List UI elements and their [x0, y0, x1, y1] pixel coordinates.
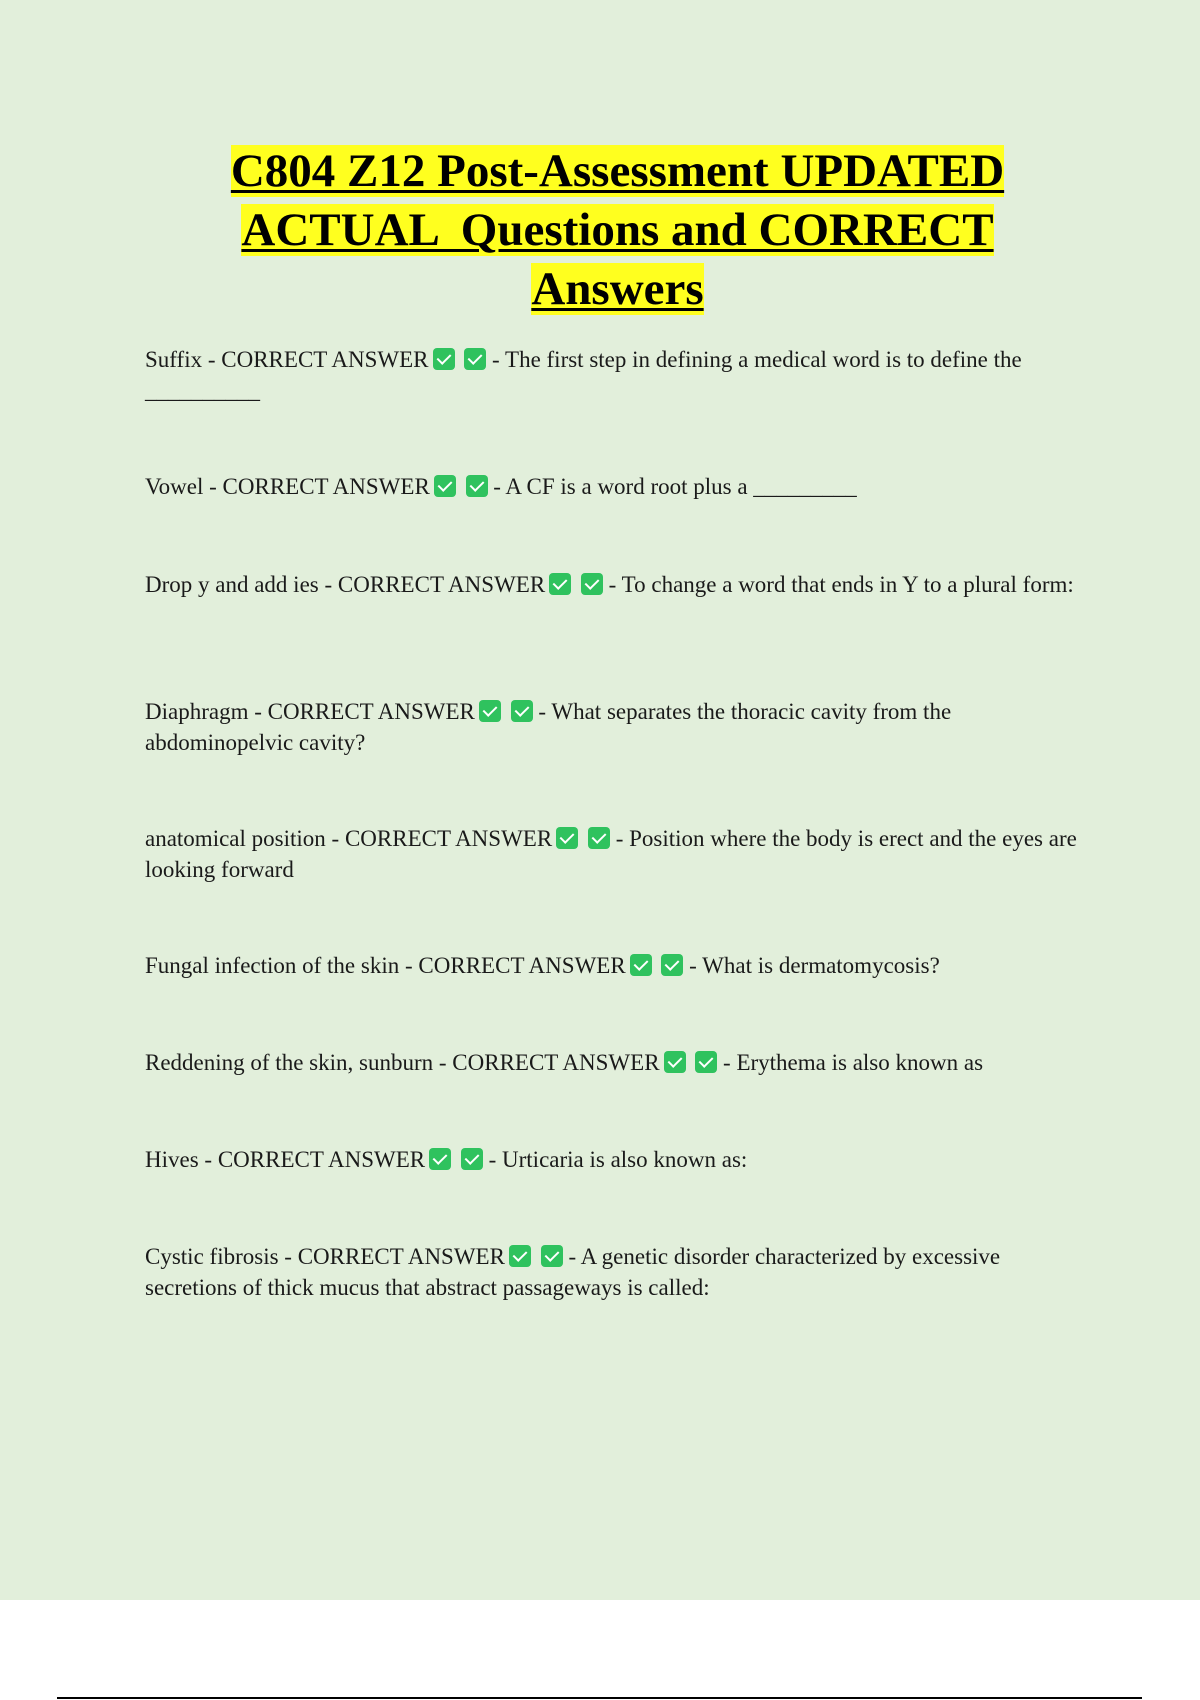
correct-answer-label: CORRECT ANSWER [452, 1050, 660, 1075]
green-checkmark-icon [630, 954, 652, 976]
green-checkmark-icon [433, 348, 455, 370]
question-text: Erythema is also known as [736, 1050, 984, 1075]
correct-answer-label: CORRECT ANSWER [222, 474, 430, 499]
correct-answer-label: CORRECT ANSWER [217, 1147, 426, 1172]
title-line-3: Answers [531, 263, 704, 315]
title-line-1: C804 Z12 Post-Assessment UPDATED [230, 145, 1005, 197]
correct-answer-label: CORRECT ANSWER [337, 572, 546, 597]
document-title [150, 142, 1085, 319]
green-checkmark-icon [695, 1051, 717, 1073]
correct-answer-label: CORRECT ANSWER [297, 1244, 505, 1269]
green-checkmark-icon [461, 1148, 483, 1170]
answer-text: Cystic fibrosis [145, 1244, 279, 1269]
green-checkmark-icon [466, 475, 488, 497]
answer-text: Suffix [145, 347, 203, 372]
green-checkmark-icon [541, 1245, 563, 1267]
green-checkmark-icon [664, 1051, 686, 1073]
green-checkmark-icon [429, 1148, 451, 1170]
correct-answer-label: CORRECT ANSWER [267, 699, 475, 724]
qa-item: Vowel - CORRECT ANSWER - A CF is a word root plus a _________ [145, 474, 857, 499]
correct-answer-label: CORRECT ANSWER [221, 347, 429, 372]
question-text: A CF is a word root plus a _________ [505, 474, 857, 499]
question-text: A genetic disorder characterized by excessive secretions of thick mucus that abstract passageways is called: [145, 1244, 1001, 1300]
answer-text: Hives [145, 1147, 199, 1172]
green-checkmark-icon [479, 700, 501, 722]
qa-item: Cystic fibrosis - CORRECT ANSWER - A genetic disorder characterized by excessive secretions of thick mucus that abstract passageways is called: [145, 1244, 1001, 1300]
correct-answer-label: CORRECT ANSWER [344, 826, 553, 851]
green-checkmark-icon [588, 827, 610, 849]
correct-answer-label: CORRECT ANSWER [418, 953, 626, 978]
green-checkmark-icon [509, 1245, 531, 1267]
question-text: To change a word that ends in Y to a plural form: [621, 572, 1074, 597]
question-text: The first step in defining a medical word is to define the __________ [145, 347, 1022, 403]
qa-item: Hives - CORRECT ANSWER - Urticaria is also known as: [145, 1147, 748, 1172]
footer-divider [57, 1697, 1142, 1699]
green-checkmark-icon [434, 475, 456, 497]
answer-text: anatomical position [145, 826, 326, 851]
answer-text: Diaphragm [145, 699, 249, 724]
qa-item: Drop y and add ies - CORRECT ANSWER - To change a word that ends in Y to a plural form: [145, 572, 1074, 597]
answer-text: Vowel [145, 474, 204, 499]
green-checkmark-icon [556, 827, 578, 849]
qa-item: Suffix - CORRECT ANSWER - The first step in defining a medical word is to define the __________ [145, 347, 1022, 403]
qa-item: Fungal infection of the skin - CORRECT ANSWER - What is dermatomycosis? [145, 953, 940, 978]
green-checkmark-icon [511, 700, 533, 722]
green-checkmark-icon [661, 954, 683, 976]
question-text: Urticaria is also known as: [502, 1147, 748, 1172]
qa-item: anatomical position - CORRECT ANSWER - Position where the body is erect and the eyes are looking forward [145, 826, 1077, 882]
green-checkmark-icon [581, 573, 603, 595]
green-checkmark-icon [549, 573, 571, 595]
question-text: What is dermatomycosis? [702, 953, 940, 978]
answer-text: Reddening of the skin, sunburn [145, 1050, 434, 1075]
green-checkmark-icon [464, 348, 486, 370]
question-text: What separates the thoracic cavity from the abdominopelvic cavity? [145, 699, 952, 755]
title-line-2: ACTUAL Questions and CORRECT [241, 204, 994, 256]
question-text: Position where the body is erect and the eyes are looking forward [145, 826, 1077, 882]
answer-text: Drop y and add ies [145, 572, 319, 597]
answer-text: Fungal infection of the skin [145, 953, 400, 978]
qa-item: Reddening of the skin, sunburn - CORRECT ANSWER - Erythema is also known as [145, 1050, 984, 1075]
qa-item: Diaphragm - CORRECT ANSWER - What separates the thoracic cavity from the abdominopelvic cavity? [145, 699, 952, 755]
